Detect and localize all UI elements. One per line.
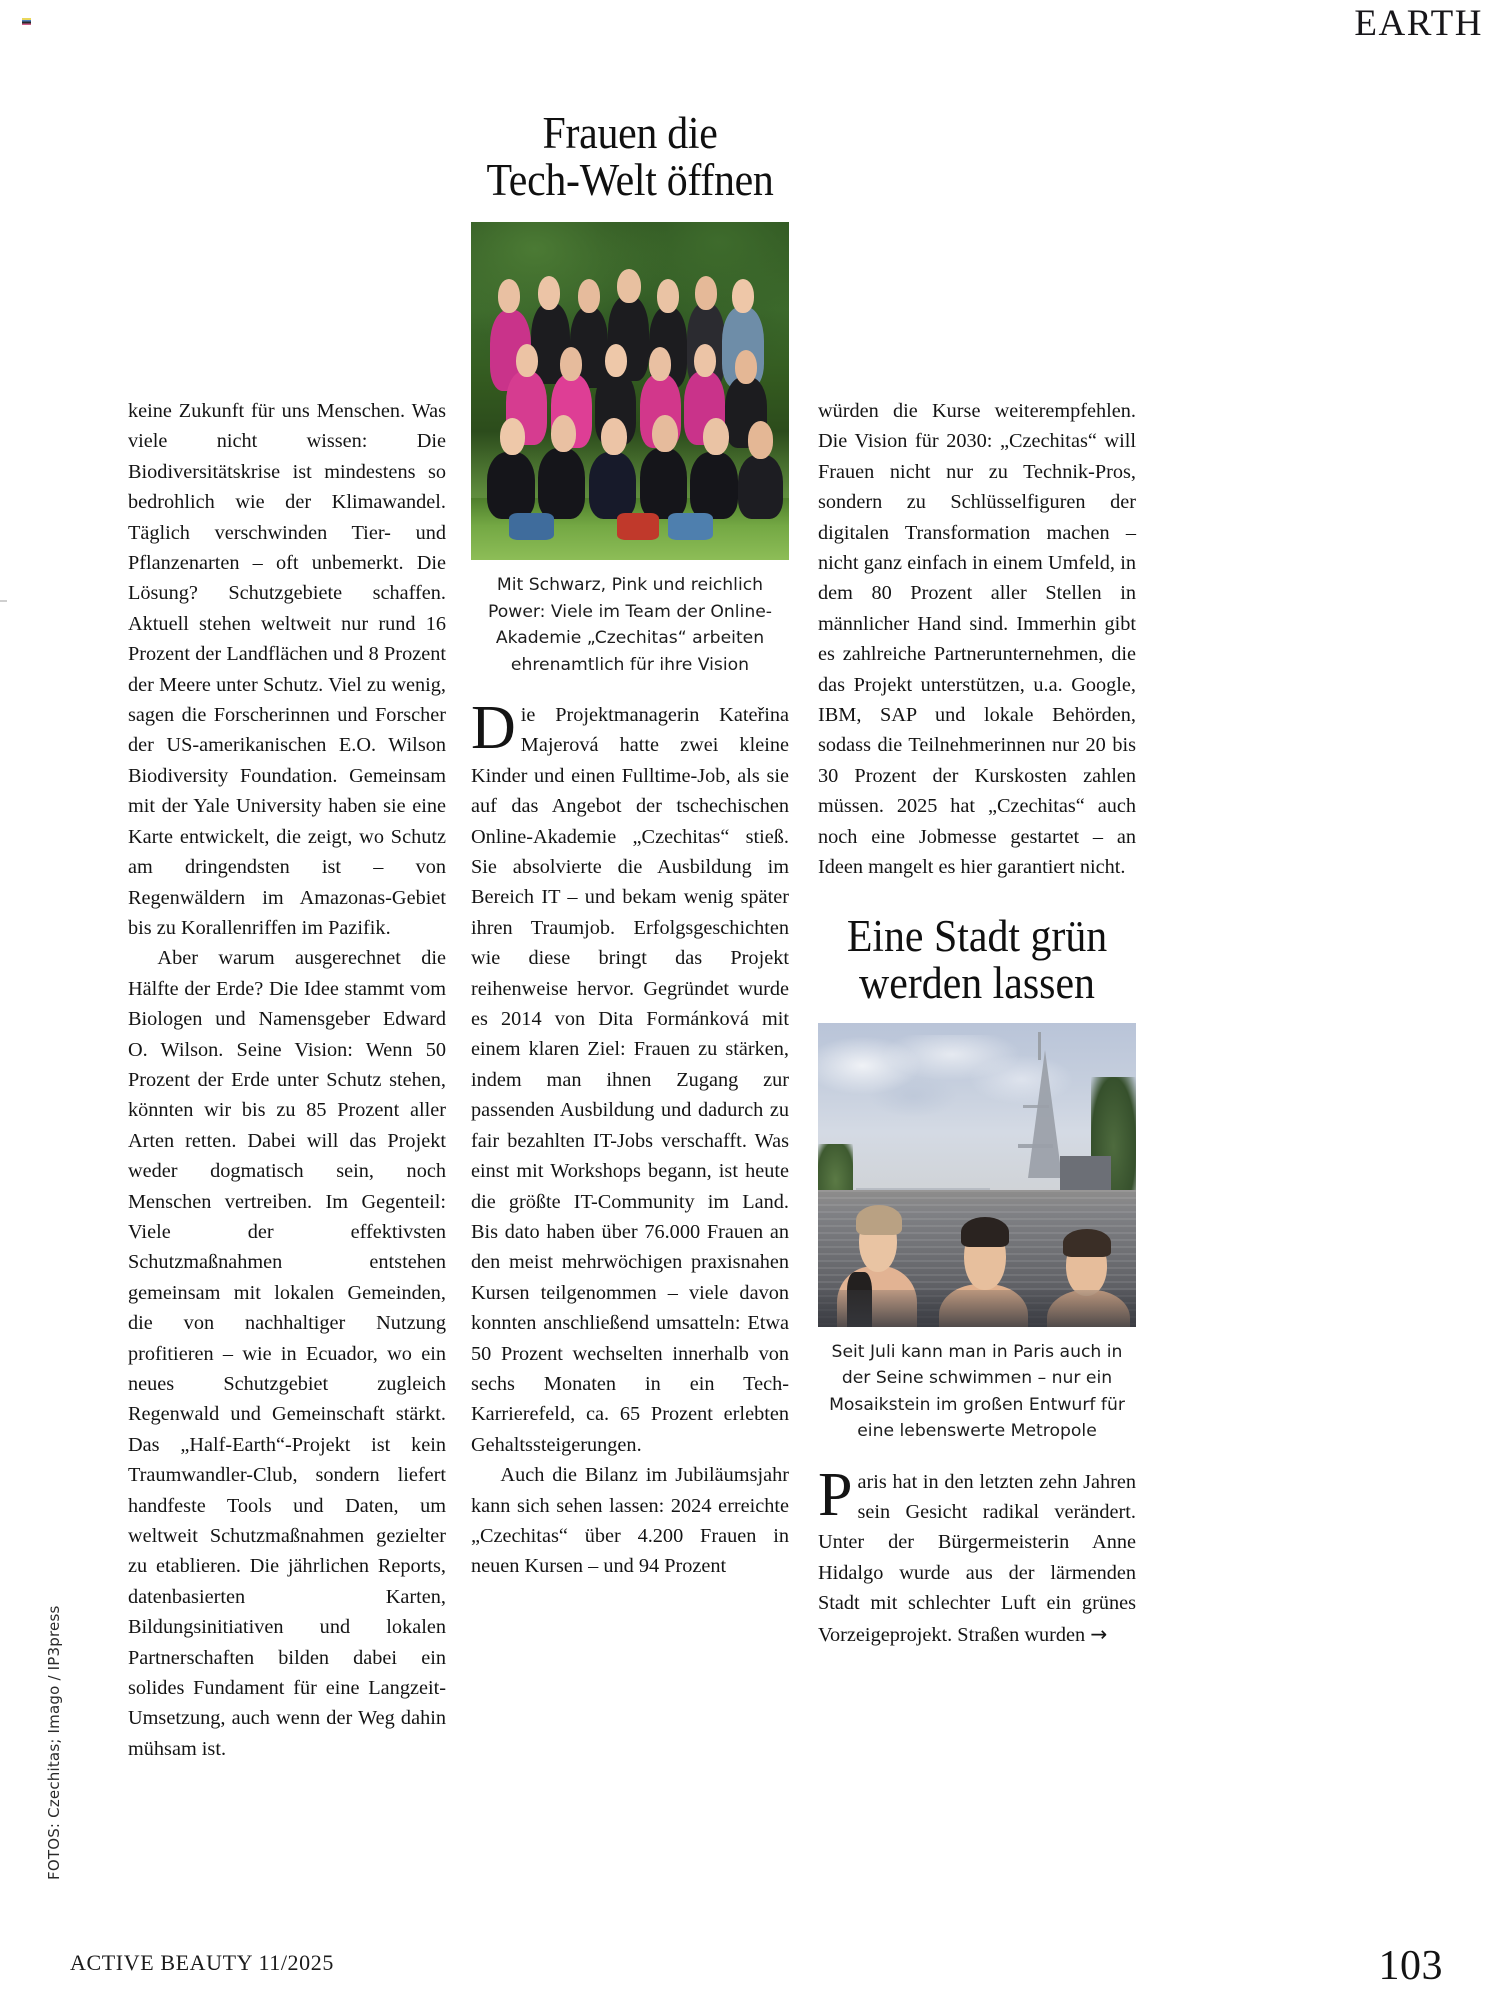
czechitas-body-middle [471,694,789,1582]
paragraph-czechitas-3: würden die Kurse weiterempfehlen. Die Vision für 2030: „Czechitas“ will Frauen nicht nur zu Technik-Pros, sondern zu Schlüsselfiguren der digitalen Transformation machen – nicht ganz einfach in einem Umfeld, in dem 80 Prozent aller Stellen in männlicher Hand sind. Immerhin gibt es zahlreiche Partnerunternehmen, die das Projekt unterstützen, u.a. Google, IBM, SAP und lokale Behörden, sodass die Teilnehmerinnen nur 20 bis 30 Prozent der Kurskosten zahlen müssen. 2025 hat „Czechitas“ auch noch eine Jobmesse gestartet – an Ideen mangelt es hier garantiert nicht. [818,400,1136,879]
paris-body [818,1460,1136,1650]
caption-czechitas-team: Mit Schwarz, Pink und reichlich Power: Viele im Team der Online-Akademie „Czechitas“ arbeiten ehrenamtlich für ihre Vision [488,575,772,675]
headline-czechitas [482,110,778,204]
paragraph-paris-text: Paris hat in den letzten zehn Jahren sein Gesicht radikal verändert. Unter der Bürgermeisterin Anne Hidalgo wurde aus der lärmenden Stadt mit schlechter Luft ein grünes Vorzeigeprojekt. Straßen wurden [818,1460,1136,1646]
issue-footer: ACTIVE BEAUTY 11/2025 [70,1950,334,1975]
paragraph-paris-1 [818,1460,1136,1650]
photo-credit: FOTOS: Czechitas; Imago / IP3press [45,1605,63,1880]
page-number: 103 [1378,1943,1443,1989]
paragraph-half-earth-1: keine Zukunft für uns Menschen. Was viele nicht wissen: Die Biodiversitätskrise ist mindestens so bedrohlich wie der Klimawandel. Täglich verschwinden Tier- und Pflanzenarten – oft unbemerkt. Die Lösung? Schutzgebiete schaffen. Aktuell stehen weltweit nur rund 16 Prozent der Landflächen und 8 Prozent der Meere unter Schutz. Viel zu wenig, sagen die Forscherinnen und Forscher der US-amerikanischen E.O. Wilson Biodiversity Foundation. Gemeinsam mit der Yale University haben sie eine Karte entwickelt, die zeigt, wo Schutz am dringendsten ist – von Regenwäldern im Amazonas-Gebiet bis zu Korallenriffen im Pazifik. [128,400,446,939]
czechitas-body-right [818,396,1136,883]
column-left [128,396,446,1764]
headline-czechitas-line2: Tech-Welt öffnen [486,155,774,205]
headline-paris-line1: Eine Stadt grün [846,910,1108,961]
headline-paris [829,910,1125,1008]
photo-clouds [818,1035,1136,1175]
paragraph-half-earth-2: Aber warum ausgerechnet die Hälfte der Erde? Die Idee stammt vom Biologen und Namensgeber Edward O. Wilson. Seine Vision: Wenn 50 Prozent der Erde unter Schutz stehen, könnten wir bis zu 85 Prozent aller Arten retten. Dabei will das Projekt weder dogmatisch sein, noch Menschen vertreiben. Im Gegenteil: Viele der effektivsten Schutzmaßnahmen entstehen gemeinsam mit lokalen Gemeinden, die von nachhaltiger Nutzung profitieren – wie in Ecuador, wo ein neues Schutzgebiet zugleich Regenwald und Gemeinschaft stärkt. Das „Half-Earth“-Projekt ist kein Traumwandler-Club, sondern liefert handfeste Tools und Daten, um weltweit Schutzmaßnahmen gezielter zu etablieren. Die jährlichen Reports, datenbasierten Karten, Bildungsinitiativen und lokalen Partnerschaften bilden dabei ein solides Fundament für eine Langzeit-Umsetzung, auch wenn der Weg dahin mühsam ist. [128,947,446,1760]
photo-paris-seine [818,1023,1136,1327]
paragraph-czechitas-1: Die Projektmanagerin Kateřina Majerová hatte zwei kleine Kinder und einen Fulltime-Job, als sie auf das Angebot der tschechischen Online-Akademie „Czechitas“ stieß. Sie absolvierte die Ausbildung im Bereich IT – und bekam wenig später ihren Traumjob. Erfolgsgeschichten wie diese bringt das Projekt reihenweise hervor. Gegründet wurde es 2014 von Dita Formánková mit einem klaren Ziel: Frauen zu stärken, indem man ihnen Zugang zur passenden Ausbildung und dadurch zu fair bezahlten IT-Jobs verschafft. Was einst mit Workshops begann, ist heute die größte IT-Community im Land. Bis dato haben über 76.000 Frauen an den meist mehrwöchigen praxisnahen Kursen teilgenommen – viele davon konnten anschließend umsatteln: Etwa 50 Prozent wechselten innerhalb von sechs Monaten in ein Tech-Karrierefeld, ca. 65 Prozent erlebten Gehaltssteigerungen. [471,694,789,1456]
headline-czechitas-line1: Frauen die [542,108,718,158]
column-middle [471,110,789,1582]
column-right [818,396,1136,1650]
photo-czechitas-team [471,222,789,560]
colour-registration-mark [22,18,31,25]
bleed-tick-mark [0,600,7,602]
paragraph-czechitas-2: Auch die Bilanz im Jubiläumsjahr kann sich sehen lassen: 2024 erreichte „Czechitas“ über 4.200 Frauen in neuen Kursen – und 94 Prozent [471,1464,789,1578]
eiffel-tower-silhouette [1028,1050,1062,1178]
caption-paris-seine: Seit Juli kann man in Paris auch in der Seine schwimmen – nur ein Mosaikstein im großen Entwurf für eine lebenswerte Metropole [829,1341,1125,1441]
headline-paris-line2: werden lassen [859,957,1095,1008]
section-rubric: EARTH [1354,3,1483,44]
continuation-arrow-icon: → [1090,1621,1108,1646]
